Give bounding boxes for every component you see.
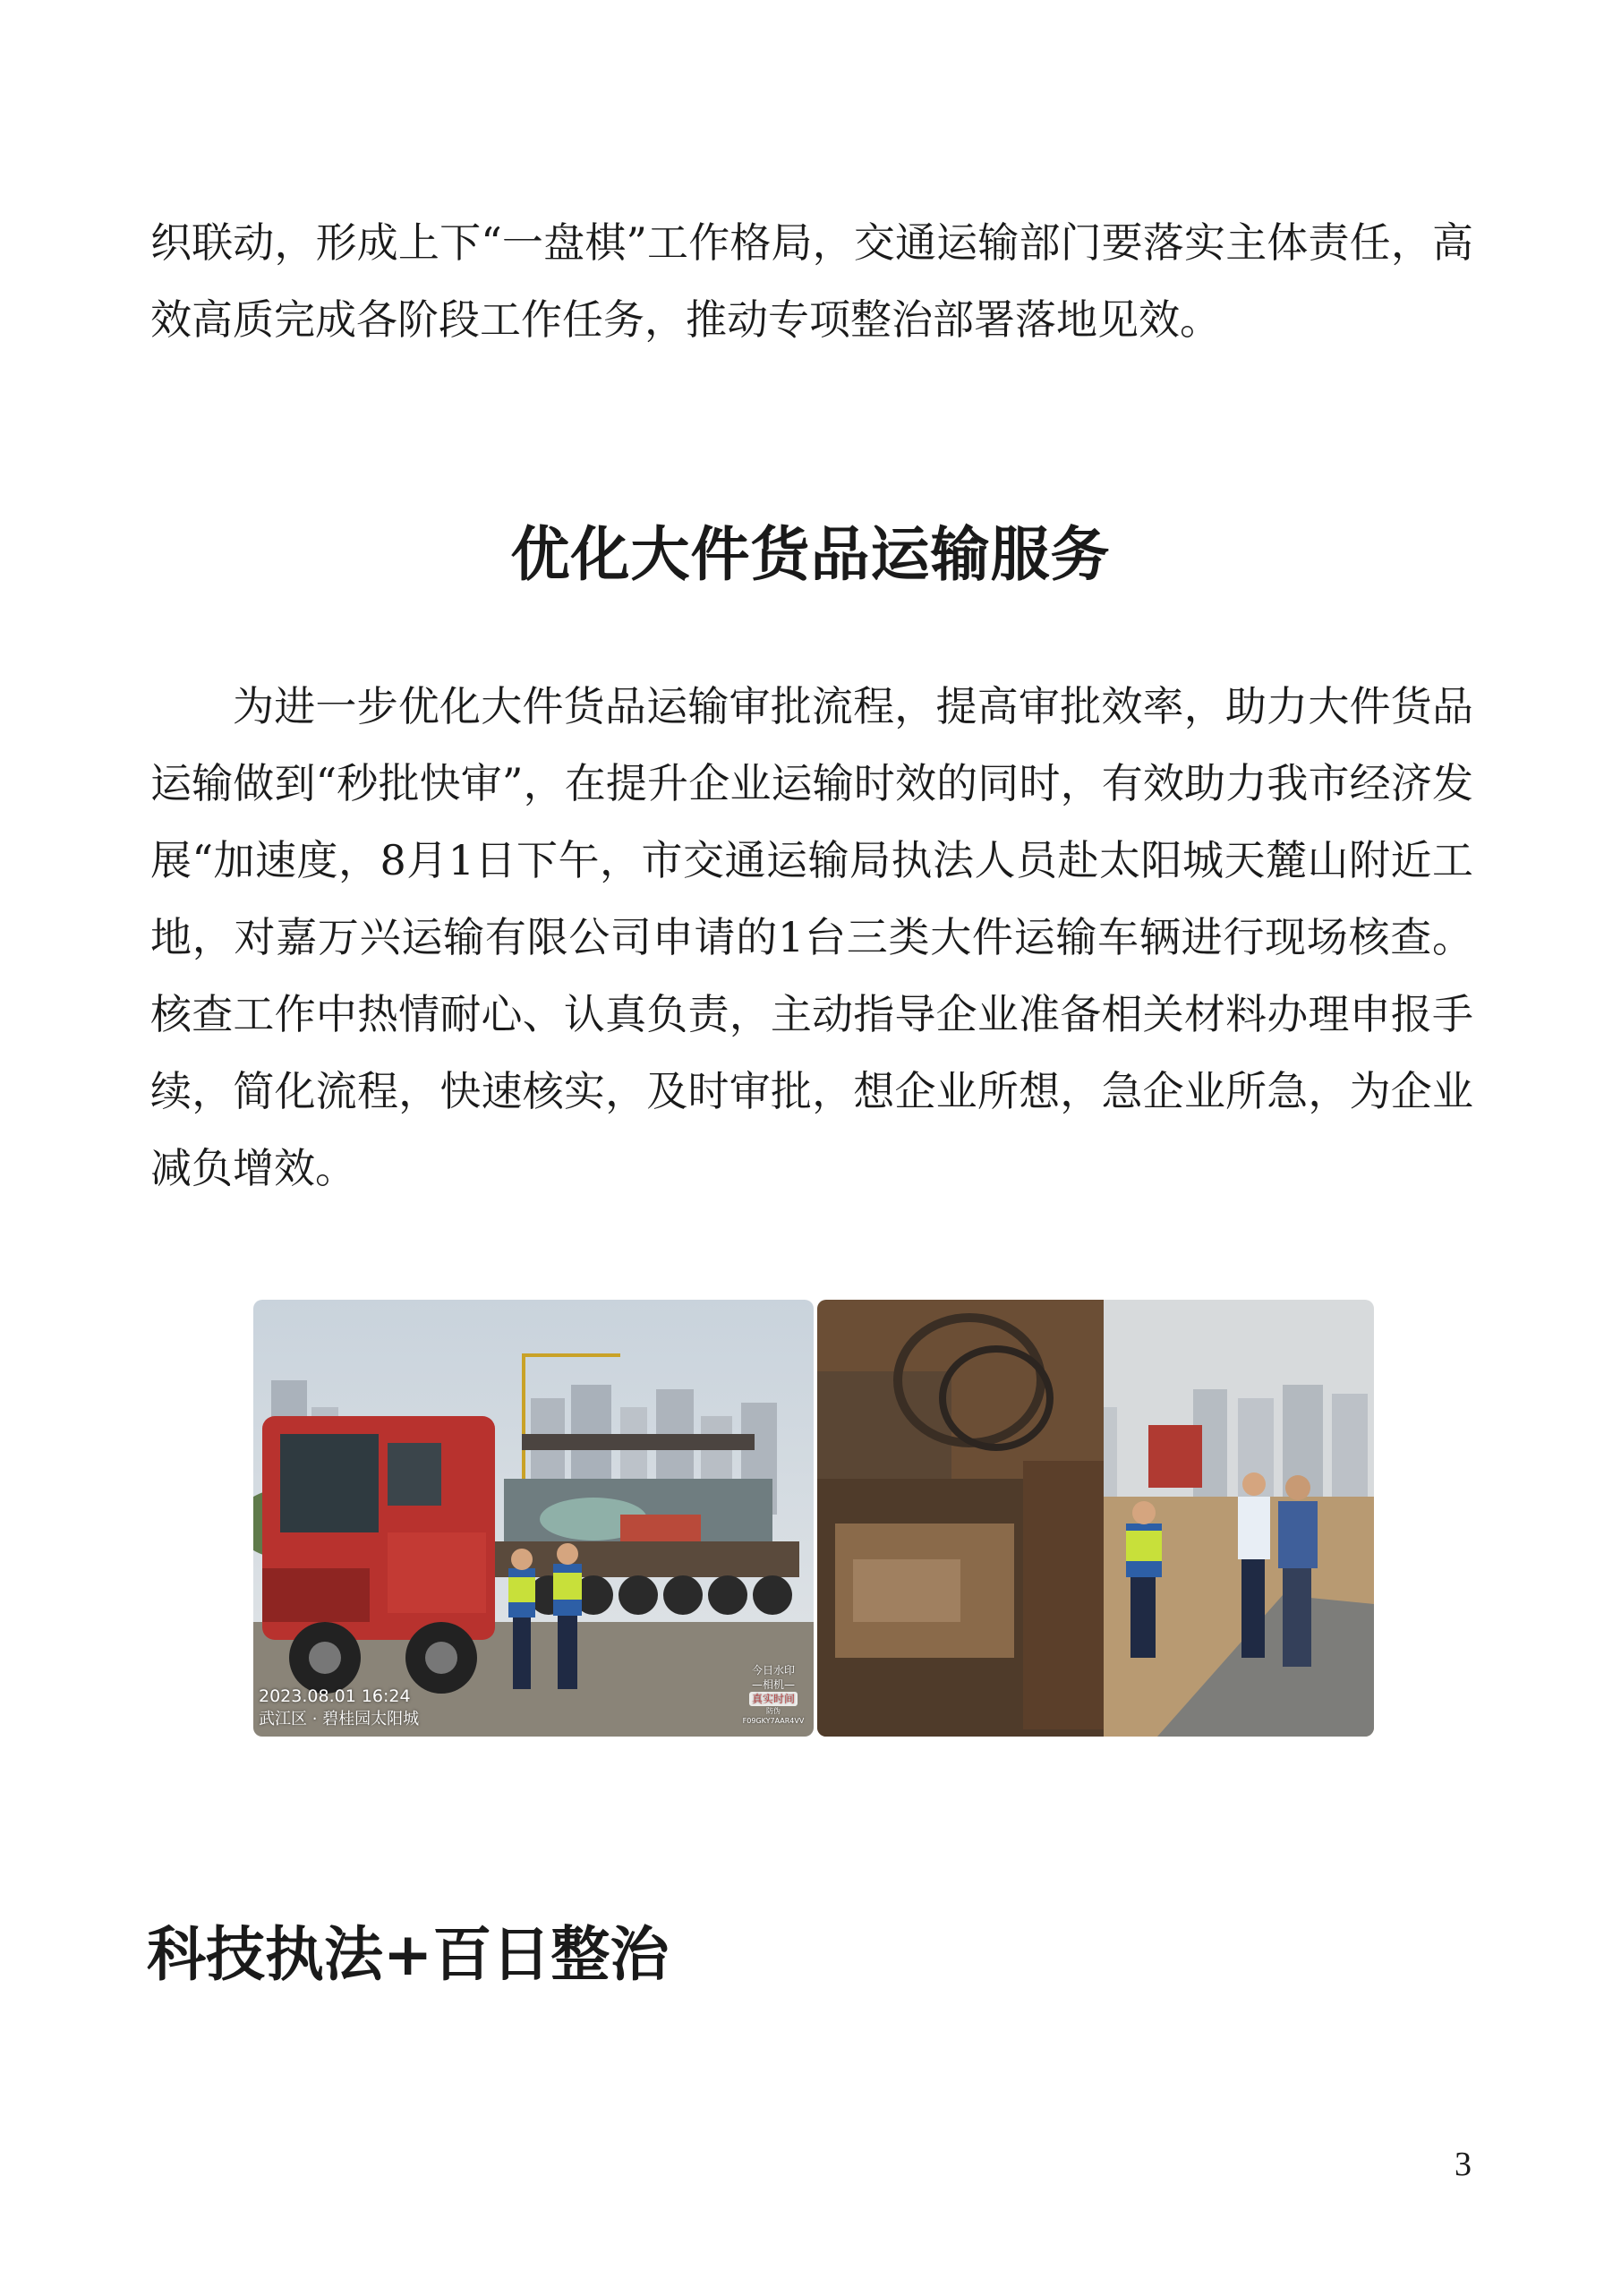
watermark-code: 防伪 F09GKY7AAR4VV	[742, 1707, 805, 1725]
photo-machine-inspection	[817, 1300, 1374, 1737]
photo-timestamp: 2023.08.01 16:24	[259, 1686, 411, 1706]
watermark-line1: 今日水印	[751, 1664, 795, 1677]
watermark-line2: —相机—	[751, 1678, 795, 1691]
section-heading-large-cargo: 优化大件货品运输服务	[510, 519, 1111, 589]
machine-photo-illustration	[817, 1300, 1374, 1737]
watermark-badge: 真实时间	[749, 1692, 798, 1706]
page-number: 3	[1455, 2146, 1472, 2183]
photo-timestamp-stamp	[259, 1685, 419, 1731]
body-paragraph-continued: 织联动，形成上下“一盘棋”工作格局，交通运输部门要落实主体责任，高效高质完成各阶段工作任务，推动专项整治部署落地见效。	[150, 218, 1473, 344]
section-heading-tech-enforcement: 科技执法+百日整治	[147, 1919, 670, 1989]
body-paragraph-large-cargo: 为进一步优化大件货品运输审批流程，提高审批效率，助力大件货品运输做到“秒批快审”，在提升企业运输时效的同时，有效助力我市经济发展“加速度，8月1日下午，市交通运输局执法人员赴太阳城天麓山附近工地，对嘉万兴运输有限公司申请的1台三类大件运输车辆进行现场核查。核查工作中热情耐心、认真负责，主动指导企业准备相关材料办理申报手续，简化流程，快速核实，及时审批，想企业所想，急企业所急，为企业减负增效。	[150, 682, 1473, 1192]
truck-photo-illustration	[253, 1300, 814, 1737]
photo-location: 武江区 · 碧桂园太阳城	[259, 1710, 420, 1728]
photo-truck-inspection	[253, 1300, 814, 1737]
camera-watermark	[740, 1663, 806, 1726]
